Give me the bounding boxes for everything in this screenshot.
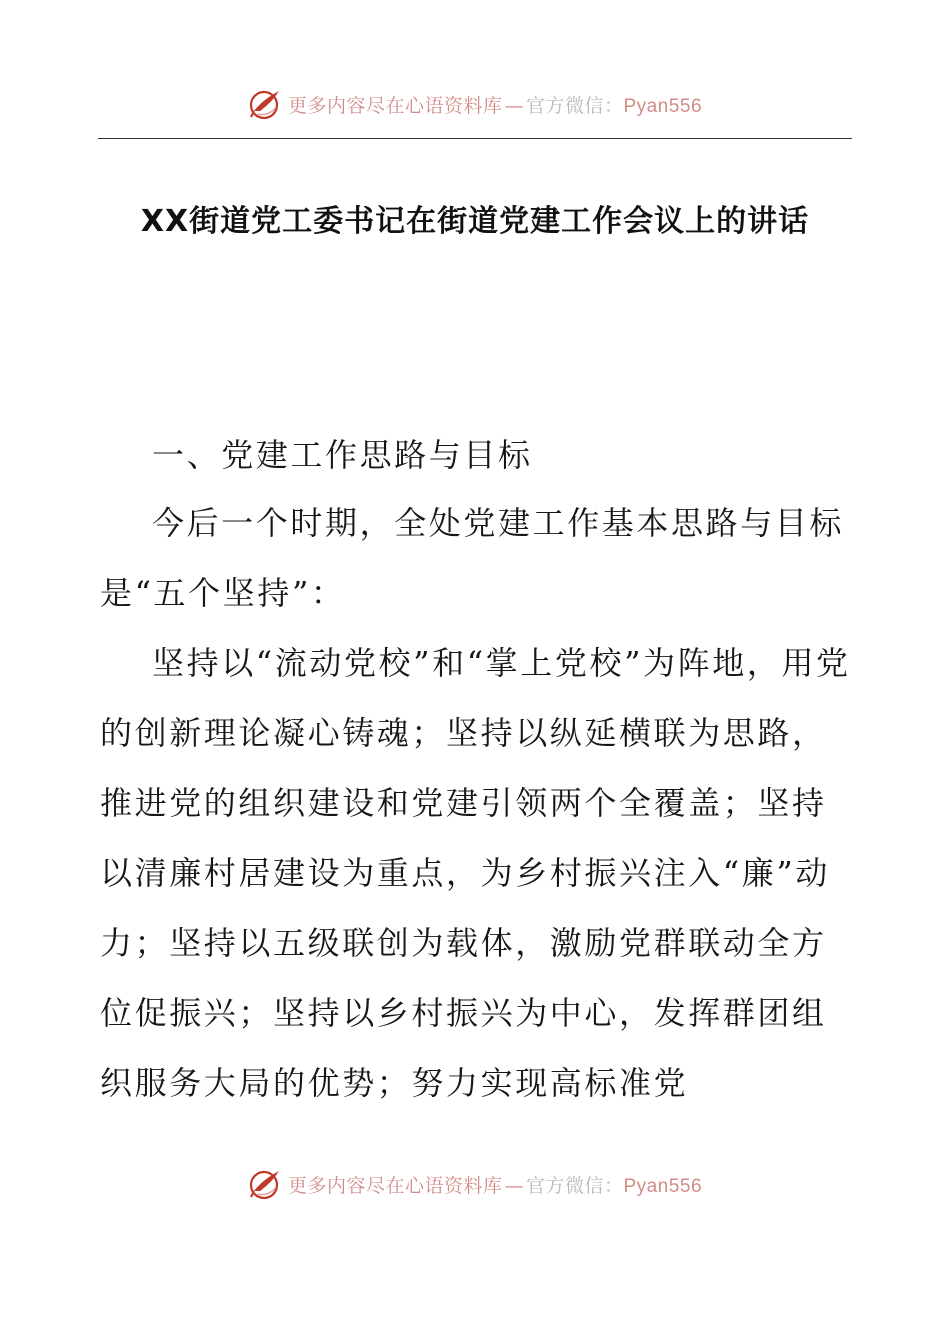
banner-text xyxy=(288,1171,702,1198)
banner-separator: — xyxy=(504,1174,524,1197)
section-heading xyxy=(100,420,860,490)
section-heading-text: 一、党建工作思路与目标 xyxy=(152,436,533,474)
quill-pen-logo-icon xyxy=(248,87,282,121)
header-banner xyxy=(0,84,950,124)
banner-slogan: 更多内容尽在心语资料库 xyxy=(287,1174,503,1197)
banner-contact-label: 官方微信： xyxy=(525,1174,624,1197)
banner-slogan: 更多内容尽在心语资料库 xyxy=(287,94,503,117)
header-divider xyxy=(98,138,852,139)
banner-separator: — xyxy=(504,94,524,117)
body-paragraph xyxy=(100,628,860,1118)
banner-contact-label: 官方微信： xyxy=(525,94,624,117)
banner-text xyxy=(288,91,702,118)
paragraph-text: 今后一个时期，全处党建工作基本思路与目标是“五个坚持”： xyxy=(100,504,845,612)
body-paragraph xyxy=(100,488,860,628)
quill-pen-logo-icon xyxy=(248,1167,282,1201)
banner-contact-id: Pyan556 xyxy=(623,1175,703,1197)
footer-banner xyxy=(0,1164,950,1204)
paragraph-text: 坚持以“流动党校”和“掌上党校”为阵地，用党的创新理论凝心铸魂；坚持以纵延横联为思路，推进党的组织建设和党建引领两个全覆盖；坚持以清廉村居建设为重点，为乡村振兴注入“廉”动力；坚持以五级联创为载体，激励党群联动全方位促振兴；坚持以乡村振兴为中心，发挥群团组织服务大局的优势；努力实现高标准党 xyxy=(100,644,851,1102)
banner-contact-id: Pyan556 xyxy=(623,95,703,117)
document-title: XX街道党工委书记在街道党建工作会议上的讲话 xyxy=(140,204,810,239)
